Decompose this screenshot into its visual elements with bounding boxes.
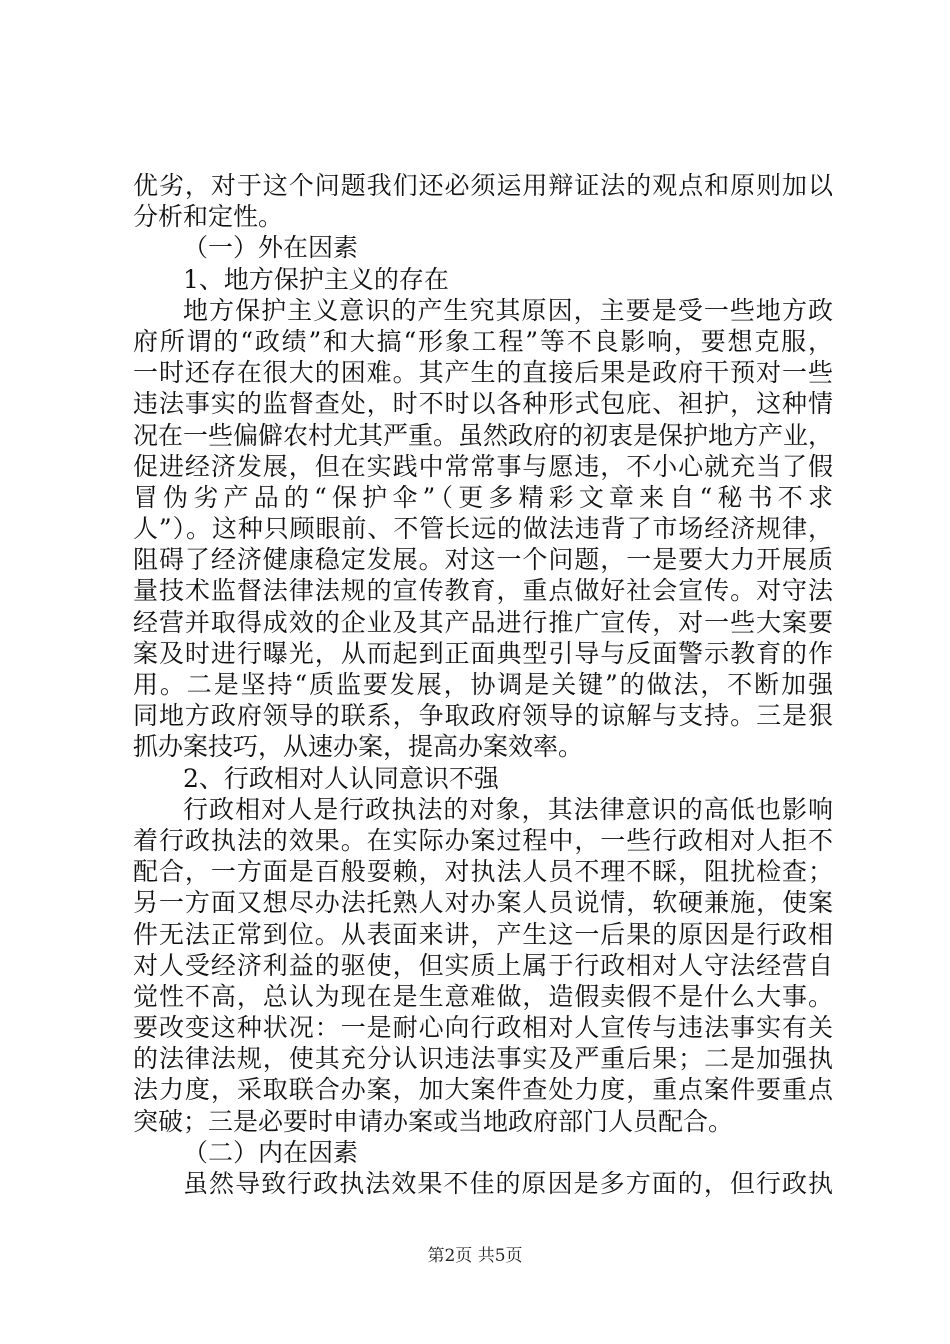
document-body [133, 170, 833, 1199]
text-line: 冒伪劣产品的“保护伞”（更多精彩文章来自“秘书不求 [133, 482, 833, 512]
page-footer: 第2页 共5页 [427, 1246, 523, 1266]
text-line: 觉性不高，总认为现在是生意难做，造假卖假不是什么大事。 [133, 981, 833, 1011]
text-line: 一时还存在很大的困难。其产生的直接后果是政府干预对一些 [133, 358, 833, 388]
text-line: 突破；三是必要时申请办案或当地政府部门人员配合。 [133, 1106, 734, 1136]
text-line: （二）内在因素 [183, 1137, 359, 1167]
text-line: 用。二是坚持“质监要发展，协调是关键”的做法，不断加强 [133, 670, 833, 699]
text-line: 案及时进行曝光，从而起到正面典型引导与反面警示教育的作 [133, 638, 833, 668]
text-line: 况在一些偏僻农村尤其严重。虽然政府的初衷是保护地方产业， [133, 420, 834, 450]
text-line: 量技术监督法律法规的宣传教育，重点做好社会宣传。对守法 [133, 576, 833, 606]
text-line: 阻碍了经济健康稳定发展。对这一个问题，一是要大力开展质 [133, 545, 833, 575]
text-line: 分析和定性。 [133, 202, 284, 232]
text-line: 配合，一方面是百般耍赖，对执法人员不理不睬，阻扰检查； [133, 857, 833, 887]
text-line: 法力度，采取联合办案，加大案件查处力度，重点案件要重点 [133, 1075, 833, 1105]
text-line: 同地方政府领导的联系，争取政府领导的谅解与支持。三是狠 [133, 701, 833, 731]
text-line: 虽然导致行政执法效果不佳的原因是多方面的，但行政执 [183, 1169, 833, 1198]
text-line: 人”）。这种只顾眼前、不管长远的做法违背了市场经济规律， [133, 514, 833, 544]
text-line: 件无法正常到位。从表面来讲，产生这一后果的原因是行政相 [133, 919, 833, 949]
text-line: 对人受经济利益的驱使，但实质上属于行政相对人守法经营自 [133, 950, 833, 980]
text-line: 经营并取得成效的企业及其产品进行推广宣传，对一些大案要 [133, 607, 833, 637]
text-line: 地方保护主义意识的产生究其原因，主要是受一些地方政 [183, 295, 833, 325]
text-line: 1、地方保护主义的存在 [183, 264, 449, 294]
text-line: 优劣，对于这个问题我们还必须运用辩证法的观点和原则加以 [133, 171, 833, 200]
text-line: 府所谓的“政绩”和大搞“形象工程”等不良影响，要想克服， [133, 326, 833, 356]
text-line: 促进经济发展，但在实践中常常事与愿违，不小心就充当了假 [133, 451, 833, 481]
text-line: 着行政执法的效果。在实际办案过程中，一些行政相对人拒不 [133, 825, 833, 855]
text-line: 另一方面又想尽办法托熟人对办案人员说情，软硬兼施，使案 [133, 888, 833, 918]
text-line: 2、行政相对人认同意识不强 [183, 763, 499, 793]
text-line: 的法律法规，使其充分认识违法事实及严重后果；二是加强执 [133, 1044, 833, 1074]
text-line: 要改变这种状况：一是耐心向行政相对人宣传与违法事实有关 [133, 1013, 833, 1043]
text-line: 抓办案技巧，从速办案，提高办案效率。 [133, 732, 584, 762]
text-line: 违法事实的监督查处，时不时以各种形式包庇、袒护，这种情 [133, 389, 833, 419]
text-line: （一）外在因素 [183, 233, 359, 263]
text-line: 行政相对人是行政执法的对象，其法律意识的高低也影响 [183, 794, 833, 824]
